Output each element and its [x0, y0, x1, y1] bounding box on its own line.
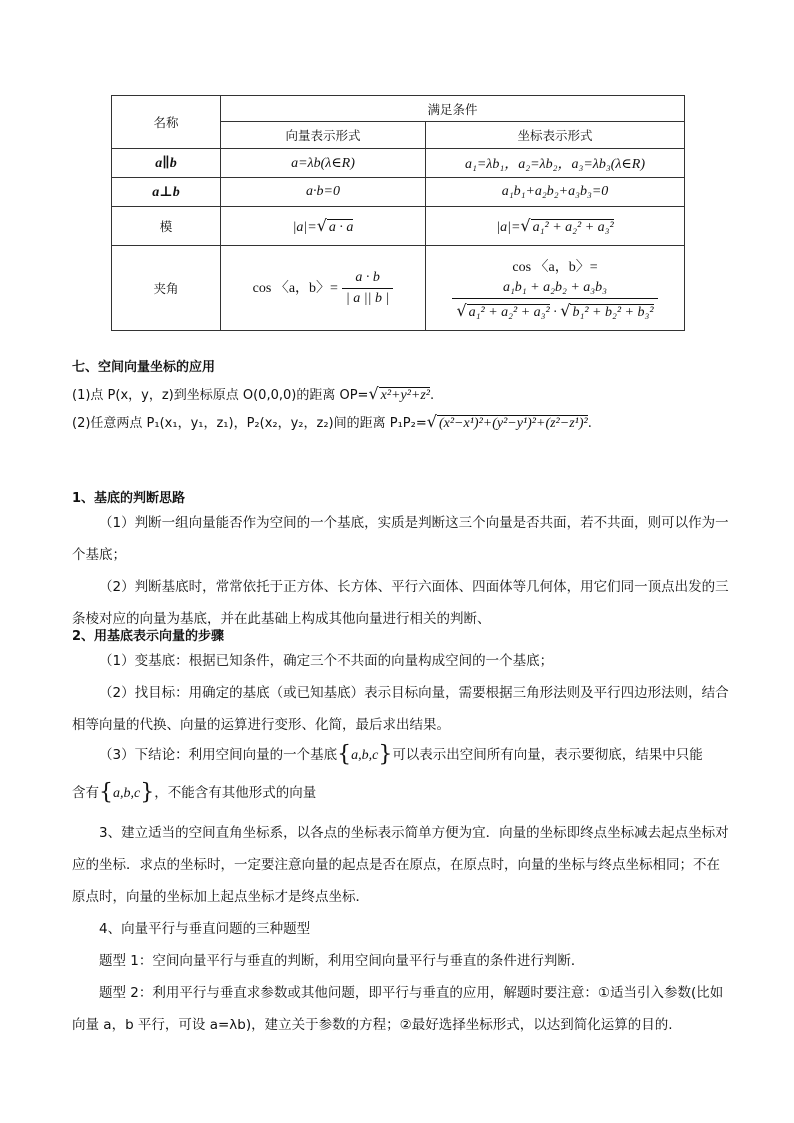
row-coord: a₁b₁+a₂b₂+a₃b₃=0 — [426, 178, 685, 207]
angle-coord-den-right: b₁² + b₂² + b₃² — [572, 304, 654, 320]
paragraph: （2）找目标：用确定的基底（或已知基底）表示目标向量，需要根据三角形法则及平行四边形法则，结合相等向量的代换、向量的运算进行变形、化简，最后求出结果。 — [72, 685, 729, 733]
paragraph: （2）判断基底时，常常依托于正方体、长方体、平行六面体、四面体等几何体，用它们同一顶点出发的三条棱对应的向量为基底，并在此基础上构成其他向量进行相关的判断、 — [72, 579, 729, 627]
conclusion-text-a: （3）下结论：利用空间向量的一个基底 — [99, 747, 338, 763]
row-vector: |a|=√ a · a — [221, 207, 426, 246]
row-coord: cos 〈a，b〉= $\frac{\text{a₁b₁ + a₂b₂ + a₃b₃}}{\text{√ a₁² + a₂² + a₃² · √ b₁² + b₂² + b₃²}}$ — [426, 246, 685, 331]
section7-item1: (1)点 P(x，y，z)到坐标原点 O(0,0,0)的距离 OP=√ x²+y²+z². — [72, 384, 435, 403]
table-row — [112, 149, 685, 178]
paragraph: （1）判断一组向量能否作为空间的一个基底，实质是判断这三个向量是否共面，若不共面，则可以作为一个基底； — [72, 515, 729, 563]
conclusion-text-b: 可以表示出空间所有向量，表示要彻底，结果中只能 — [392, 747, 703, 763]
row-vector — [221, 246, 426, 331]
table-row — [112, 178, 685, 207]
paragraph-conclusion: （3）下结论：利用空间向量的一个基底{a,b,c}可以表示出空间所有向量，表示要彻底，结果中只能 — [99, 742, 703, 767]
question-type-2: 题型 2：利用平行与垂直求参数或其他问题，即平行与垂直的应用，解题时要注意：①适当引入参数(比如向量 a，b 平行，可设 a=λb)，建立关于参数的方程；②最好选择坐标形式，以达到简化运算的目的. — [72, 985, 724, 1033]
basis-set: a,b,c — [351, 748, 379, 763]
conclusion-text-d: ，不能含有其他形式的向量 — [154, 785, 317, 801]
angle-lhs: cos 〈a，b〉= — [252, 280, 338, 296]
paragraph-coordinate-system: 3、建立适当的空间直角坐标系，以各点的坐标表示简单方便为宜．向量的坐标即终点坐标减去起点坐标对应的坐标．求点的坐标时，一定要注意向量的起点是否在原点，在原点时，向量的坐标与终点坐标相同；不在原点时，向量的坐标加上起点坐标才是终点坐标． — [72, 825, 729, 905]
item1-text: (1)点 P(x，y，z)到坐标原点 O(0,0,0)的距离 OP= — [72, 388, 369, 403]
section7-item2: (2)任意两点 P₁(x₁，y₁，z₁)，P₂(x₂，y₂，z₂)间的距离 P₁P₂=√ (x²−x¹)²+(y²−y¹)²+(z²−z¹)². — [72, 412, 592, 431]
angle-coord-numerator: a₁b₁ + a₂b₂ + a₃b₃ — [502, 279, 608, 295]
basis-set-2: a,b,c — [113, 786, 141, 801]
item2-end: . — [587, 416, 592, 431]
angle-coord-den-left: a₁² + a₂² + a₃² — [468, 304, 550, 320]
row-vector: a=λb(λ∈R) — [221, 149, 426, 178]
question-type-1: 题型 1：空间向量平行与垂直的判断，利用空间向量平行与垂直的条件进行判断． — [99, 953, 585, 969]
table-row — [112, 246, 685, 331]
item1-radicand: x²+y²+z² — [380, 388, 431, 403]
paragraph-conclusion-cont: 含有{a,b,c}，不能含有其他形式的向量 — [72, 780, 317, 805]
row-name: a∥b — [112, 149, 221, 178]
modulus-radicand: a · a — [328, 220, 354, 235]
row-name: 夹角 — [112, 246, 221, 331]
header-coord-form: 坐标表示形式 — [426, 122, 685, 149]
row-vector: a·b=0 — [221, 178, 426, 207]
row-coord: |a|=√ a₁² + a₂² + a₃² — [426, 207, 685, 246]
paragraph: （1）变基底：根据已知条件，确定三个不共面的向量构成空间的一个基底； — [99, 653, 554, 669]
modulus-coord-lhs: |a|= — [496, 220, 521, 235]
angle-coord-lhs: cos 〈a，b〉= — [512, 259, 598, 275]
header-vector-form: 向量表示形式 — [221, 122, 426, 149]
item1-end: . — [430, 388, 435, 403]
angle-numerator: a · b — [355, 269, 380, 285]
header-conditions: 满足条件 — [221, 96, 685, 122]
vector-conditions-table — [111, 95, 685, 331]
item2-radicand: (x²−x¹)²+(y²−y¹)²+(z²−z¹)² — [438, 416, 588, 431]
row-coord: a₁=λb₁，a₂=λb₂，a₃=λb₃(λ∈R) — [426, 149, 685, 178]
row-name: 模 — [112, 207, 221, 246]
modulus-lhs: |a|= — [292, 220, 317, 235]
heading-basis-steps: 2、用基底表示向量的步骤 — [72, 629, 225, 644]
header-name: 名称 — [112, 96, 221, 149]
section7-title: 七、空间向量坐标的应用 — [72, 360, 216, 375]
table-row — [112, 207, 685, 246]
angle-denominator: | a || b | — [342, 288, 393, 307]
row-name: a⊥b — [112, 178, 221, 207]
heading-question-types: 4、向量平行与垂直问题的三种题型 — [99, 921, 311, 937]
modulus-coord-radicand: a₁² + a₂² + a₃² — [532, 220, 614, 235]
item2-text: (2)任意两点 P₁(x₁，y₁，z₁)，P₂(x₂，y₂，z₂)间的距离 P₁P₂= — [72, 416, 427, 431]
heading-basis-judgement: 1、基底的判断思路 — [72, 491, 186, 506]
conclusion-text-c: 含有 — [72, 785, 99, 801]
